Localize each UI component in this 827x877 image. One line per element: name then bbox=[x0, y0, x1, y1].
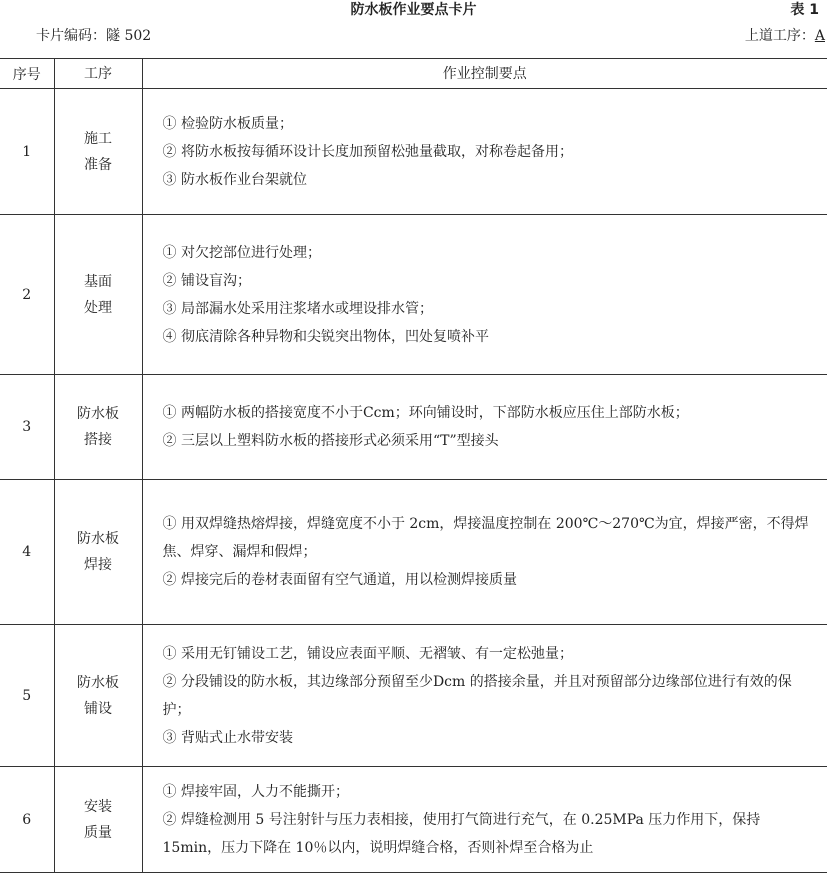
card-code-value: 隧 502 bbox=[106, 28, 152, 44]
table-number: 表 1 bbox=[790, 2, 819, 18]
table-row bbox=[0, 767, 827, 873]
row-number: 5 bbox=[0, 625, 54, 767]
previous-process-label: 上道工序： bbox=[744, 28, 815, 44]
row-points bbox=[142, 89, 827, 215]
work-points-table bbox=[0, 58, 827, 873]
previous-process-value: A bbox=[814, 28, 825, 44]
row-points bbox=[142, 375, 827, 480]
table-row bbox=[0, 625, 827, 767]
previous-process bbox=[745, 25, 825, 47]
column-header-points: 作业控制要点 bbox=[142, 59, 827, 89]
row-points bbox=[142, 625, 827, 767]
row-process bbox=[54, 215, 142, 375]
table-row bbox=[0, 480, 827, 625]
process-line: 防水板 bbox=[77, 406, 119, 422]
table-row bbox=[0, 89, 827, 215]
process-line: 防水板 bbox=[77, 531, 119, 547]
row-process bbox=[54, 625, 142, 767]
row-process bbox=[54, 480, 142, 625]
process-line: 搭接 bbox=[84, 432, 112, 448]
process-line: 质量 bbox=[84, 824, 112, 841]
process-line: 处理 bbox=[84, 299, 112, 316]
control-point: ① 焊接牢固，人力不能撕开； bbox=[162, 783, 349, 800]
row-number: 4 bbox=[0, 480, 54, 625]
control-point: ① 两幅防水板的搭接宽度不小于Ccm；环向铺设时，下部防水板应压住上部防水板； bbox=[162, 405, 689, 421]
row-points bbox=[142, 767, 827, 873]
control-point: ② 三层以上塑料防水板的搭接形式必须采用“T”型接头 bbox=[162, 433, 499, 449]
process-line: 铺设 bbox=[84, 700, 112, 717]
control-point: ③ 局部漏水处采用注浆堵水或埋设排水管； bbox=[162, 300, 433, 317]
row-process bbox=[54, 375, 142, 480]
row-number: 3 bbox=[0, 375, 54, 480]
table-header-row bbox=[0, 59, 827, 89]
row-number: 1 bbox=[0, 89, 54, 215]
control-point: ① 检验防水板质量； bbox=[162, 115, 293, 132]
control-point: ① 采用无钉铺设工艺，铺设应表面平顺、无褶皱、有一定松弛量； bbox=[162, 645, 573, 662]
process-line: 防水板 bbox=[77, 674, 119, 691]
control-point: ② 铺设盲沟； bbox=[162, 272, 251, 289]
process-line: 安装 bbox=[84, 798, 112, 815]
control-point: ① 对欠挖部位进行处理； bbox=[162, 244, 321, 261]
row-process bbox=[54, 89, 142, 215]
row-points bbox=[142, 480, 827, 625]
card-title: 防水板作业要点卡片 bbox=[350, 2, 477, 18]
row-number: 2 bbox=[0, 215, 54, 375]
table-row bbox=[0, 215, 827, 375]
control-point: ④ 彻底清除各种异物和尖锐突出物体，凹处复喷补平 bbox=[162, 328, 489, 345]
row-process bbox=[54, 767, 142, 873]
control-point: ② 焊接完后的卷材表面留有空气通道，用以检测焊接质量 bbox=[162, 572, 517, 588]
control-point: ① 用双焊缝热熔焊接，焊缝宽度不小于 2cm，焊接温度控制在 200℃～270℃为宜，焊接严密，不得焊焦、焊穿、漏焊和假焊； bbox=[162, 516, 809, 560]
process-line: 准备 bbox=[84, 156, 112, 173]
table-row bbox=[0, 375, 827, 480]
control-point: ② 将防水板按每循环设计长度加预留松弛量截取，对称卷起备用； bbox=[162, 143, 573, 160]
row-points bbox=[142, 215, 827, 375]
process-line: 施工 bbox=[84, 130, 112, 147]
card-code-label: 卡片编码： bbox=[36, 28, 106, 44]
control-point: ③ 背贴式止水带安装 bbox=[162, 729, 293, 746]
process-line: 基面 bbox=[84, 273, 112, 290]
control-point: ② 焊缝检测用 5 号注射针与压力表相接，使用打气筒进行充气，在 0.25MPa 压力作用下，保持 15min，压力下降在 10％以内，说明焊缝合格，否则补焊至合格为止 bbox=[162, 811, 761, 856]
process-line: 焊接 bbox=[84, 557, 112, 573]
row-number: 6 bbox=[0, 767, 54, 873]
control-point: ② 分段铺设的防水板，其边缘部分预留至少Dcm 的搭接余量，并且对预留部分边缘部位进行有效的保护； bbox=[162, 673, 792, 718]
column-header-no: 序号 bbox=[0, 59, 54, 89]
column-header-process: 工序 bbox=[54, 59, 142, 89]
control-point: ③ 防水板作业台架就位 bbox=[162, 171, 307, 188]
card-code bbox=[36, 25, 151, 47]
